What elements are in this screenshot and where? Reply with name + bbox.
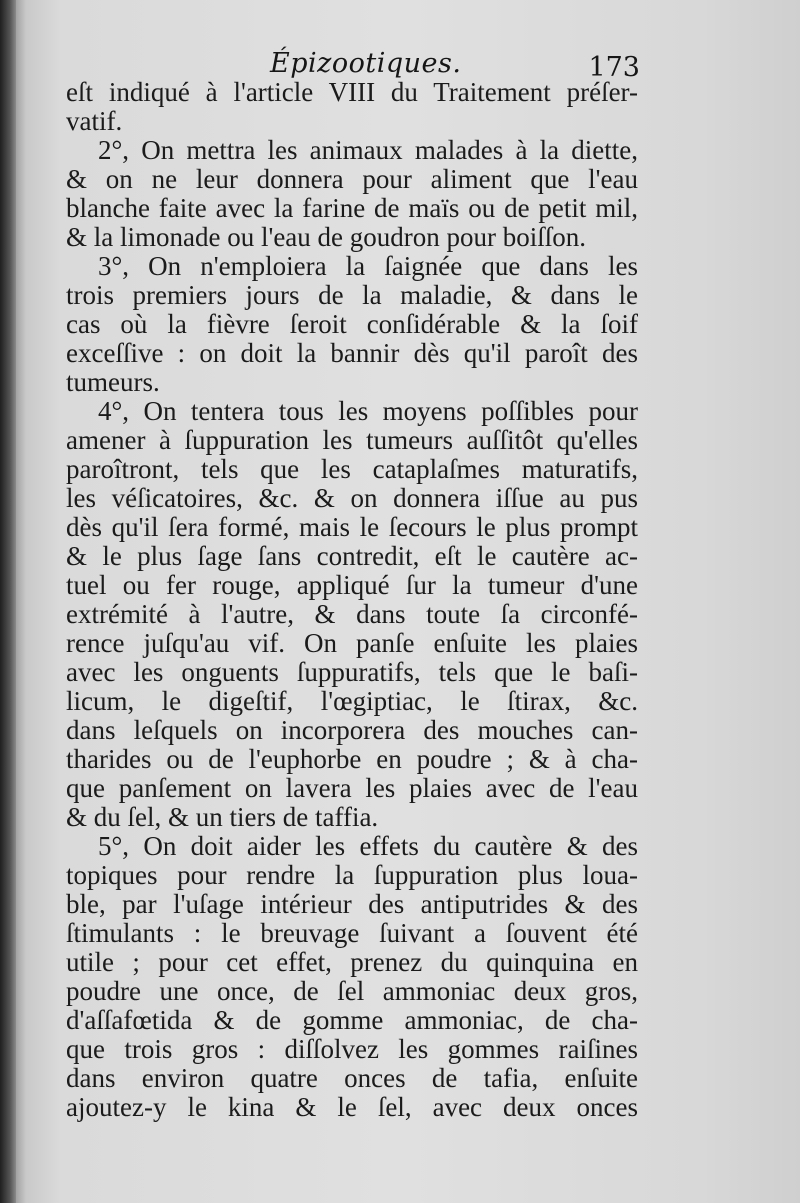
page-gutter (0, 0, 16, 1203)
text-line: avec les onguents ſuppuratifs, tels que le baſi- (66, 658, 638, 687)
text-line: topiques pour rendre la ſuppuration plus loua- (66, 861, 638, 890)
text-line: exceſſive : on doit la bannir dès qu'il paroît des (66, 339, 638, 368)
text-line: ſtimulants : le breuvage ſuivant a ſouvent été (66, 919, 638, 948)
text-line: amener à ſuppuration les tumeurs auſſitôt qu'elles (66, 426, 638, 455)
text-line: utile ; pour cet effet, prenez du quinquina en (66, 948, 638, 977)
text-line: poudre une once, de ſel ammoniac deux gros, (66, 977, 638, 1006)
text-line: & le plus ſage ſans contredit, eſt le cautère ac- (66, 542, 638, 571)
text-line: vatif. (66, 107, 123, 136)
text-line: ajoutez-y le kina & le ſel, avec deux onces (66, 1093, 638, 1122)
text-line: 3°, On n'emploiera la ſaignée que dans les (98, 252, 638, 281)
text-line: & on ne leur donnera pour aliment que l'eau (66, 165, 638, 194)
text-line: que trois gros : diſſolvez les gommes raiſines (66, 1035, 638, 1064)
text-line: 5°, On doit aider les effets du cautère & des (98, 832, 638, 861)
text-line: tuel ou fer rouge, appliqué ſur la tumeur d'une (66, 571, 638, 600)
text-line: 4°, On tentera tous les moyens poſſibles pour (98, 397, 638, 426)
text-line: dans leſquels on incorporera des mouches can- (66, 716, 638, 745)
text-line: & la limonade ou l'eau de goudron pour boiſſon. (66, 223, 587, 252)
text-line: tharides ou de l'euphorbe en poudre ; & à cha- (66, 745, 638, 774)
text-line: dès qu'il ſera formé, mais le ſecours le plus prompt (66, 513, 638, 542)
text-line: que panſement on lavera les plaies avec de l'eau (66, 774, 638, 803)
text-line: licum, le digeſtif, l'œgiptiac, le ſtirax, &c. (66, 687, 638, 716)
text-line: cas où la fièvre ſeroit conſidérable & la ſoif (66, 310, 638, 339)
text-line: paroîtront, tels que les cataplaſmes maturatifs, (66, 455, 638, 484)
page-number: 173 (588, 52, 640, 83)
text-line: tumeurs. (66, 368, 160, 397)
text-line: d'aſſafœtida & de gomme ammoniac, de cha- (66, 1006, 638, 1035)
text-line: dans environ quatre onces de tafia, enſuite (66, 1064, 638, 1093)
text-line: ble, par l'uſage intérieur des antiputrides & des (66, 890, 638, 919)
text-line: extrémité à l'autre, & dans toute ſa circonfé- (66, 600, 638, 629)
text-line: rence juſqu'au vif. On panſe enſuite les plaies (66, 629, 638, 658)
body-text (66, 78, 638, 1122)
text-line: 2°, On mettra les animaux malades à la diette, (98, 136, 638, 165)
text-line: & du ſel, & un tiers de taffia. (66, 803, 379, 832)
running-title: Épizootiques. (270, 48, 462, 79)
text-line: les véſicatoires, &c. & on donnera iſſue au pus (66, 484, 638, 513)
text-line: blanche faite avec la farine de maïs ou de petit mil, (66, 194, 638, 223)
text-line: trois premiers jours de la maladie, & dans le (66, 281, 638, 310)
text-line: eſt indiqué à l'article VIII du Traitement préſer- (66, 78, 638, 107)
